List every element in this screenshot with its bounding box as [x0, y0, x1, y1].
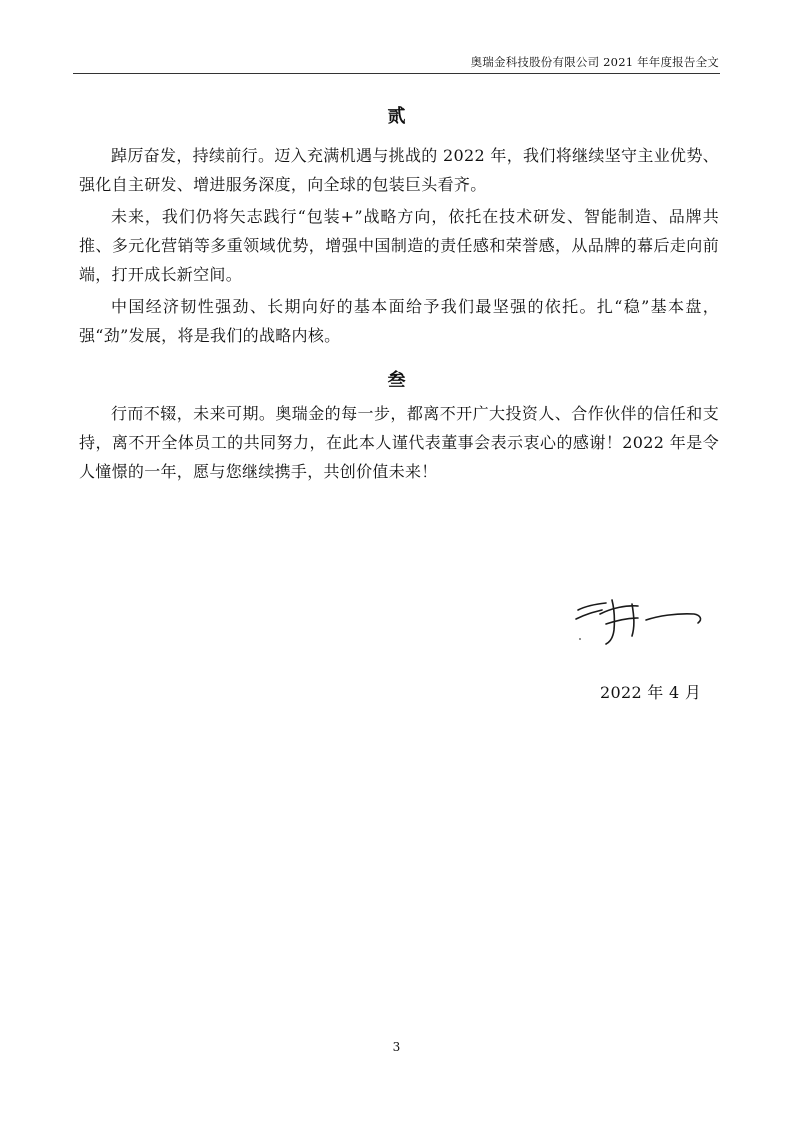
paragraph-3: 中国经济韧性强劲、长期向好的基本面给予我们最坚强的依托。扎“稳”基本盘，强“劲”发展，将是我们的战略内核。 [79, 297, 719, 345]
header-divider [73, 73, 720, 74]
document-header-title: 奥瑞金科技股份有限公司 2021 年年度报告全文 [470, 55, 719, 69]
paragraph-2: 未来，我们仍将矢志践行“包装+”战略方向，依托在技术研发、智能制造、品牌共推、多元化营销等多重领域优势，增强中国制造的责任感和荣誉感，从品牌的幕后走向前端，打开成长新空间。 [79, 207, 719, 284]
closing-date: 2022 年 4 月 [600, 683, 702, 702]
page-number: 3 [392, 1040, 401, 1054]
paragraph-1: 踔厉奋发，持续前行。迈入充满机遇与挑战的 2022 年，我们将继续坚守主业优势、强化自主研发、增进服务深度，向全球的包装巨头看齐。 [79, 146, 719, 194]
paragraph-4: 行而不辍，未来可期。奥瑞金的每一步，都离不开广大投资人、合作伙伴的信任和支持，离不开全体员工的共同努力，在此本人谨代表董事会表示衷心的感谢！2022 年是令人憧憬的一年，愿与您继续携手，共创价值未来！ [79, 404, 719, 481]
handwritten-signature [572, 594, 712, 646]
section-mark-2: 贰 [387, 106, 406, 127]
section-mark-3: 叁 [387, 370, 406, 391]
